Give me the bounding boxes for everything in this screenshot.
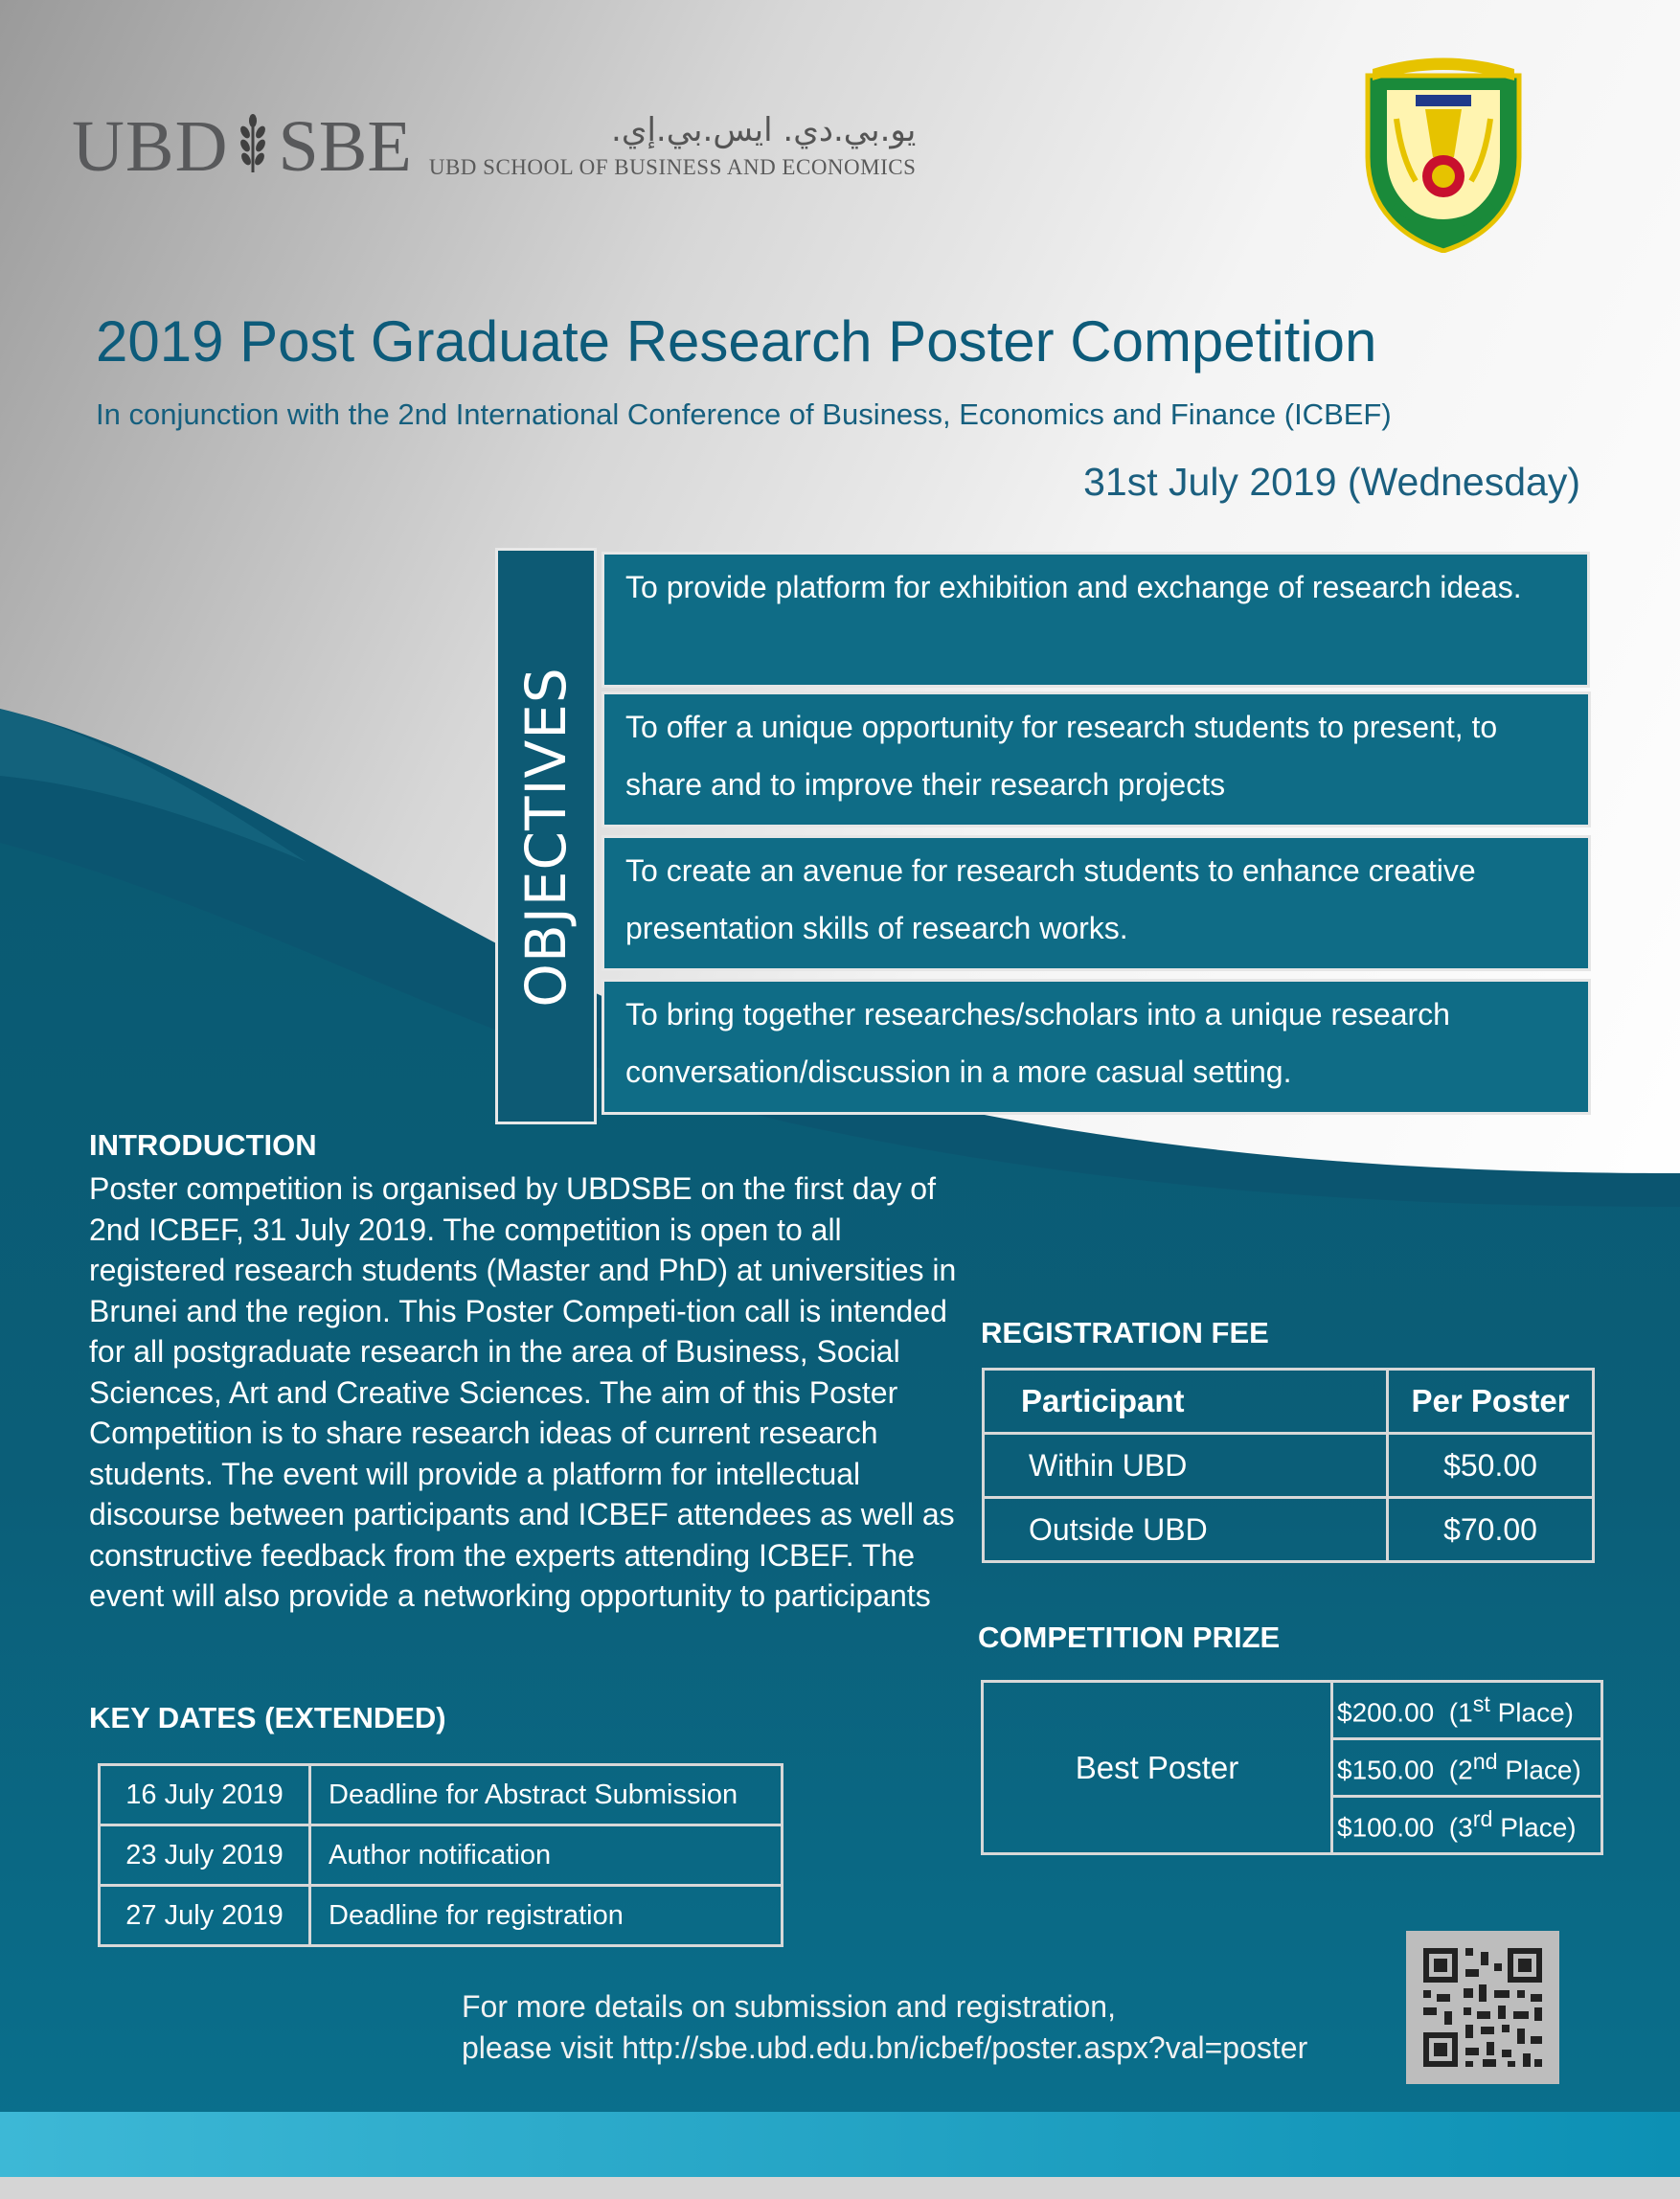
fee-cell: $50.00 [1388, 1434, 1594, 1498]
footer-info [462, 1986, 1307, 2069]
introduction-body: Poster competition is organised by UBDSBE on the first day of 2nd ICBEF, 31 July 2019. The competition is open to all registered research students (Master and PhD) at universities in Brunei and the region. This Poster Competi-tion call is intended for all postgraduate research in the area of Business, Social Sciences, Art and Creative Sciences. The aim of this Poster Competition is to share research ideas of current research students. The event will provide a platform for intellectual discourse between participants and ICBEF attendees as well as constructive feedback from the experts attending ICBEF. The event will also provide a networking opportunity to participants [89, 1171, 957, 1613]
prize-amount: $100.00 [1337, 1812, 1435, 1843]
objective-item: To bring together researches/scholars into a unique research conversation/discussion in a more casual setting. [602, 979, 1591, 1115]
key-date-cell: 23 July 2019 [100, 1825, 310, 1886]
registration-heading: REGISTRATION FEE [981, 1316, 1269, 1349]
objective-item: To create an avenue for research students to enhance creative presentation skills of research works. [602, 835, 1591, 971]
prize-amount-cell: $100.00 (3rd Place) [1332, 1797, 1602, 1854]
prize-place: Place) [1505, 1755, 1581, 1785]
footer-line-1: For more details on submission and registration, [462, 1989, 1116, 2024]
prize-table [981, 1680, 1603, 1855]
prize-ordinal-suffix: st [1472, 1691, 1490, 1717]
key-date-cell: 27 July 2019 [100, 1886, 310, 1946]
table-row [100, 1825, 783, 1886]
prize-heading: COMPETITION PRIZE [978, 1621, 1281, 1654]
key-date-event-cell: Deadline for registration [310, 1886, 783, 1946]
table-row [100, 1886, 783, 1946]
fee-cell: $70.00 [1388, 1498, 1594, 1562]
prize-category-cell: Best Poster [983, 1682, 1332, 1854]
registration-table [982, 1368, 1595, 1563]
introduction-heading: INTRODUCTION [89, 1128, 317, 1162]
prize-amount-cell: $200.00 (1st Place) [1332, 1682, 1602, 1739]
participant-cell: Within UBD [984, 1434, 1388, 1498]
table-row [983, 1682, 1602, 1739]
objectives-label [477, 667, 615, 1008]
event-date: 31st July 2019 (Wednesday) [1083, 460, 1580, 504]
key-dates-heading: KEY DATES (EXTENDED) [89, 1701, 446, 1734]
qr-code-icon [1406, 1931, 1559, 2084]
prize-amount: $150.00 [1337, 1755, 1435, 1785]
objective-item: To offer a unique opportunity for research students to present, to share and to improve their research projects [602, 691, 1591, 827]
table-row [984, 1370, 1594, 1434]
prize-ordinal: 1 [1458, 1697, 1473, 1728]
table-row [984, 1434, 1594, 1498]
university-crest-icon [1358, 52, 1529, 253]
prize-amount: $200.00 [1337, 1697, 1435, 1728]
prize-place: Place) [1497, 1697, 1574, 1728]
table-row [984, 1498, 1594, 1562]
participant-cell: Outside UBD [984, 1498, 1388, 1562]
subtitle: In conjunction with the 2nd International Conference of Business, Economics and Finance (ICBEF) [96, 397, 1392, 431]
key-date-event-cell: Author notification [310, 1825, 783, 1886]
ubd-sbe-logo [72, 103, 916, 190]
table-row [100, 1765, 783, 1825]
prize-ordinal: 2 [1458, 1755, 1473, 1785]
logo-sbe-text: SBE [278, 106, 412, 187]
prize-ordinal-suffix: nd [1472, 1749, 1498, 1775]
fee-header: Per Poster [1388, 1370, 1594, 1434]
footer-link[interactable]: please visit http://sbe.ubd.edu.bn/icbef/poster.aspx?val=poster [462, 2030, 1308, 2065]
logo-school-name: UBD SCHOOL OF BUSINESS AND ECONOMICS [428, 154, 917, 179]
page-title: 2019 Post Graduate Research Poster Competition [96, 309, 1377, 374]
prize-ordinal: 3 [1458, 1812, 1473, 1843]
key-date-cell: 16 July 2019 [100, 1765, 310, 1825]
prize-place: Place) [1500, 1812, 1577, 1843]
prize-amount-cell: $150.00 (2nd Place) [1332, 1739, 1602, 1797]
wheat-icon [236, 113, 270, 181]
logo-ubd-text: UBD [72, 106, 229, 187]
objectives-label-text: OBJECTIVES [513, 667, 579, 1008]
key-dates-table [98, 1763, 783, 1947]
logo-arabic-text: يو.بي.دي. ايس.بي.إي. [611, 111, 917, 150]
key-date-event-cell: Deadline for Abstract Submission [310, 1765, 783, 1825]
participant-header: Participant [984, 1370, 1388, 1434]
prize-ordinal-suffix: rd [1472, 1806, 1493, 1832]
objective-item: To provide platform for exhibition and exchange of research ideas. [602, 552, 1590, 688]
